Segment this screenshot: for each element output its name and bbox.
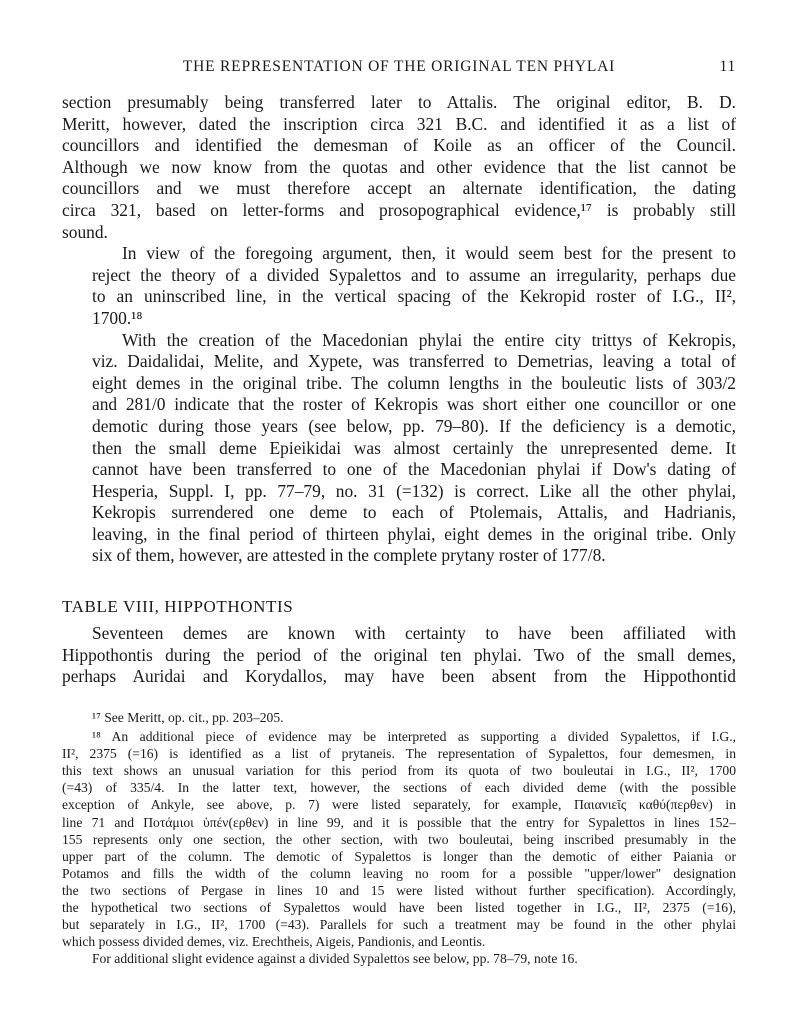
footnote-line: upper part of the column. The demotic of Sypalettos is longer than the demotic of either Paiania or [62, 848, 736, 864]
footnotes [62, 709, 736, 967]
paragraph-line: Although we now know from the quotas and other evidence that the list cannot be [62, 156, 736, 177]
paragraph-line: perhaps Auridai and Korydallos, may have been absent from the Hippothontid [62, 666, 736, 687]
paragraph-line: section presumably being transferred later to Attalis. The original editor, B. D. [62, 92, 736, 112]
paragraph-line: 1700.¹⁸ [92, 307, 143, 328]
footnote-line: exception of Ankyle, see above, p. 7) were listed separately, for example, Παιανιεῖς καθύ(περθεν) in [62, 797, 736, 813]
paragraph-1 [62, 92, 736, 243]
footnote-line: but separately in I.G., II², 1700 (=43). Parallels for such a treatment may be found in the other phylai [62, 917, 736, 933]
footnote-line: the hypothetical two sections of Sypalettos would have been listed together in I.G., II², 2375 (=16), [62, 900, 736, 916]
footnote-line: which possess divided demes, viz. Erechtheis, Aigeis, Pandionis, and Leontis. [62, 934, 486, 950]
footnote-line: ¹⁸ An additional piece of evidence may be interpreted as supporting a divided Sypalettos, if I.G., [92, 729, 736, 745]
paragraph-line: and 281/0 indicate that the roster of Kekropis was short either one councillor or one [92, 394, 736, 415]
footnote-continuation [62, 950, 736, 967]
footnote-line: ¹⁷ See Meritt, op. cit., pp. 203–205. [92, 710, 284, 725]
footnote-line: (=43) of 335/4. In the latter text, however, the sections of each divided deme (with the possible [62, 780, 736, 796]
footnote-18 [62, 728, 736, 950]
paragraph-line: Hippothontis during the period of the original ten phylai. Two of the small demes, [62, 644, 736, 665]
paragraph-line: cannot have been transferred to one of the Macedonian phylai if Dow's dating of [92, 459, 736, 480]
paragraph-line: to an uninscribed line, in the vertical spacing of the Kekropid roster of I.G., II², [92, 286, 736, 307]
section-heading: TABLE VIII, HIPPOTHONTIS [62, 597, 294, 616]
running-head [62, 58, 736, 82]
section-paragraph [62, 623, 736, 688]
paragraph-line: Kekropis surrendered one deme to each of Ptolemais, Attalis, and Hadrianis, [92, 502, 736, 523]
paragraph-line: circa 321, based on letter-forms and prosopographical evidence,¹⁷ is probably still [62, 199, 736, 220]
paragraph-line: demotic during those years (see below, pp. 79–80). If the deficiency is a demotic, [92, 415, 736, 436]
footnote-line: Potamos and fills the width of the column leaving no room for a possible "upper/lower" designation [62, 865, 736, 881]
footnote-line: For additional slight evidence against a divided Sypalettos see below, pp. 78–79, note 16. [92, 951, 578, 967]
running-title: THE REPRESENTATION OF THE ORIGINAL TEN PHYLAI [182, 58, 616, 75]
body-text [62, 92, 736, 567]
footnote-line: II², 2375 (=16) is identified as a list of prytaneis. The representation of Sypalettos, four demesmen, in [62, 746, 736, 762]
paragraph-3 [62, 330, 736, 568]
paragraph-line: leaving, in the final period of thirteen phylai, eight demes in the original tribe. Only [92, 523, 736, 544]
paragraph-line: Seventeen demes are known with certainty to have been affiliated with [92, 623, 736, 643]
paragraph-line: reject the theory of a divided Sypalettos and to assume an irregularity, perhaps due [92, 264, 736, 285]
page-number: 11 [719, 58, 736, 75]
paragraph-line: then the small deme Epieikidai was almost certainly the unrepresented deme. It [92, 437, 736, 458]
paragraph-line: councillors and we must therefore accept an alternate identification, the dating [62, 178, 736, 199]
section-text [62, 623, 736, 688]
paragraph-line: sound. [62, 221, 108, 242]
footnote-17 [62, 709, 736, 726]
paragraph-line: Hesperia, Suppl. I, pp. 77–79, no. 31 (=132) is correct. Like all the other phylai, [92, 480, 736, 501]
paragraph-line: With the creation of the Macedonian phylai the entire city trittys of Kekropis, [122, 329, 736, 350]
footnote-line: the two sections of Pergase in lines 10 and 15 were listed without further specification). Accordingly, [62, 882, 736, 898]
paragraph-line: In view of the foregoing argument, then, it would seem best for the present to [122, 243, 736, 264]
footnote-line: 155 represents only one section, the other section, with two bouleutai, being inscribed presumably in the [62, 831, 736, 847]
paragraph-2 [62, 243, 736, 329]
paragraph-line: eight demes in the original tribe. The column lengths in the bouleutic lists of 303/2 [92, 372, 736, 393]
paragraph-line: viz. Daidalidai, Melite, and Xypete, was transferred to Demetrias, leaving a total of [92, 351, 736, 372]
paragraph-line: Meritt, however, dated the inscription circa 321 B.C. and identified it as a list of [62, 113, 736, 134]
paragraph-line: six of them, however, are attested in the complete prytany roster of 177/8. [92, 545, 606, 566]
footnote-line: this text shows an unusual variation for this period from its quota of two bouleutai in I.G., II², 1700 [62, 763, 736, 779]
footnote-line: line 71 and Ποτάμιοι ὑπέν(ερθεν) in line 99, and it is possible that the entry for Sypalettos in lines 152– [62, 814, 736, 830]
paragraph-line: councillors and identified the demesman of Koile as an officer of the Council. [62, 135, 736, 156]
